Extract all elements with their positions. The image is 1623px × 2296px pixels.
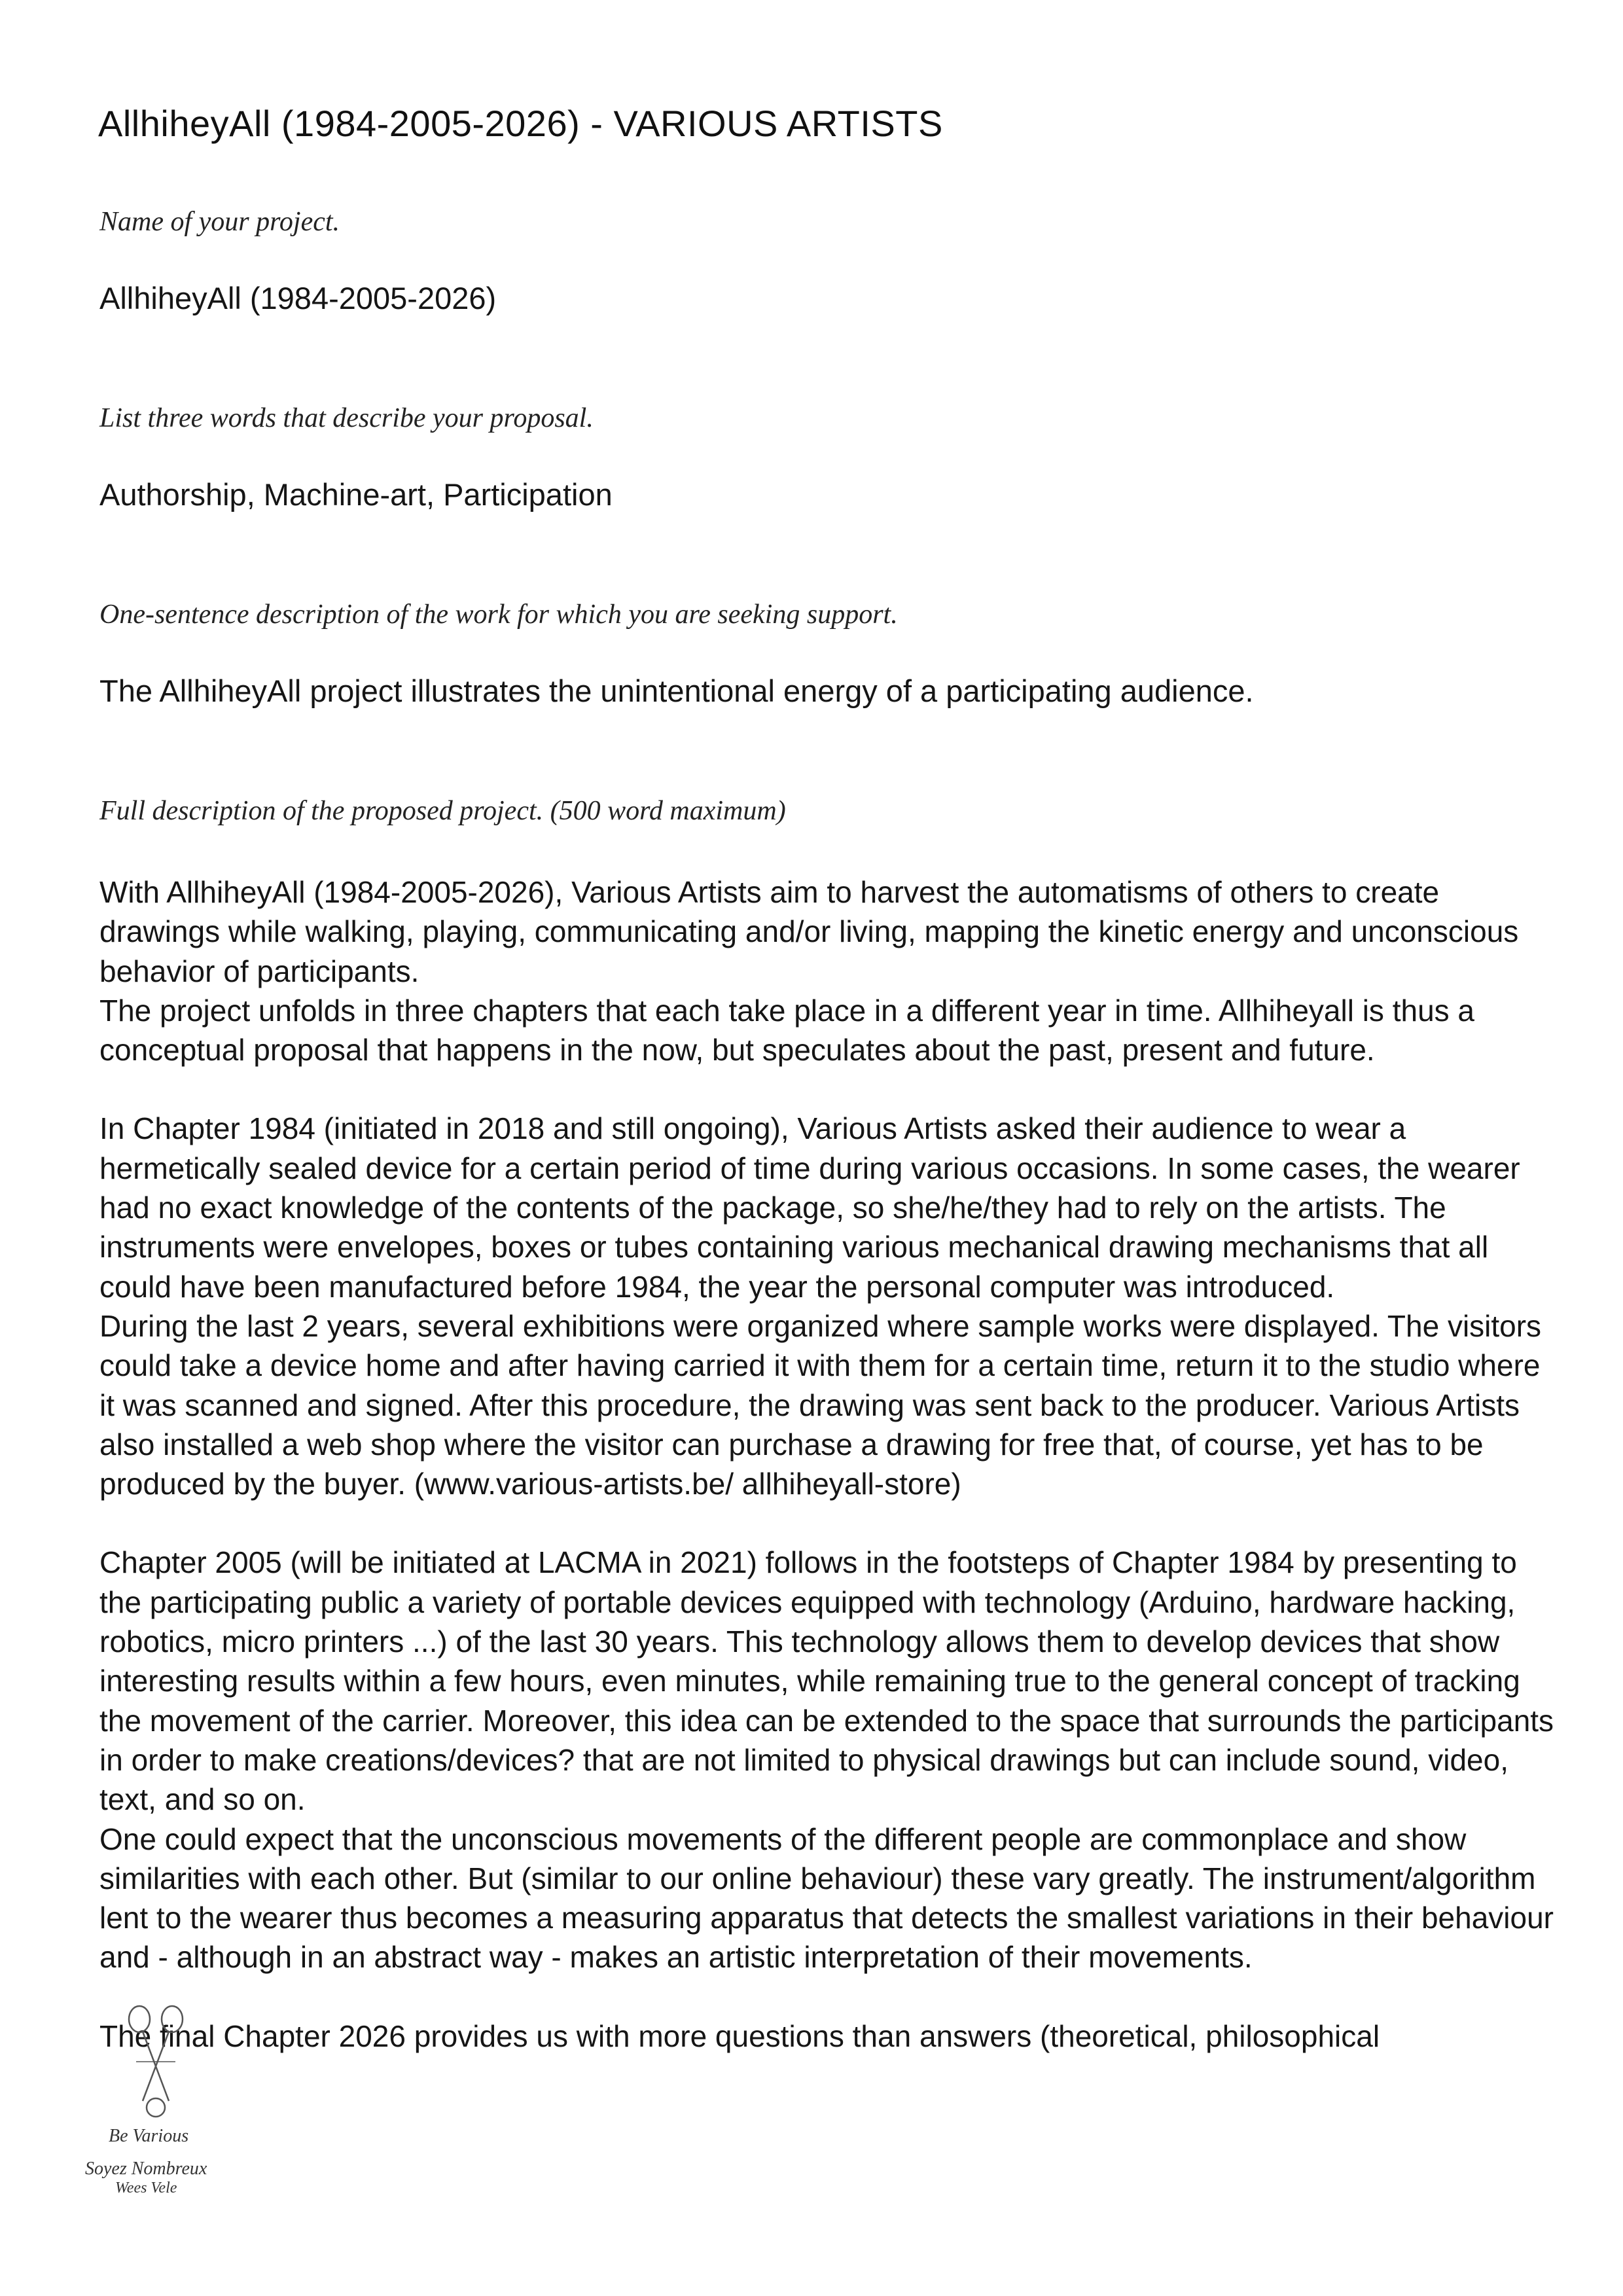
paragraph: The project unfolds in three chapters that each take place in a different year in time. Allhiheyall is thus a conceptual proposal that happens in the now, but speculates about the past, present and future. [99,993,1475,1067]
paragraph: One could expect that the unconscious movements of the different people are commonplace and show similarities with each other. But (similar to our online behaviour) these vary greatly. The instrument/algorithm lent to the wearer thus becomes a measuring apparatus that detects the smallest variations in their behaviour and - although in an abstract way - makes an artistic interpretation of their movements. [99,1821,1554,1975]
question-project-name: Name of your project. [99,207,340,237]
question-full-description: Full description of the proposed project. (500 word maximum) [99,796,786,826]
question-one-sentence: One-sentence description of the work for which you are seeking support. [99,600,898,630]
paragraph: In Chapter 1984 (initiated in 2018 and still ongoing), Various Artists asked their audience to wear a hermetically sealed device for a certain period of time during various occasions. In some cases, the wearer had no exact knowledge of the contents of the package, so she/he/they had to rely on the artists. The instruments were envelopes, boxes or tubes containing various mechanical drawing mechanisms that all could have been manufactured before 1984, the year the personal computer was introduced. [99,1111,1520,1304]
question-three-words: List three words that describe your proposal. [99,403,594,433]
answer-one-sentence: The AllhiheyAll project illustrates the unintentional energy of a participating audience. [99,673,1254,708]
full-description-body [99,872,1559,2056]
paragraph: The final Chapter 2026 provides us with more questions than answers (theoretical, philosophical [99,2018,1380,2053]
various-artists-logo [77,2003,234,2225]
paragraph: Chapter 2005 (will be initiated at LACMA in 2021) follows in the footsteps of Chapter 1984 by presenting to the participating public a variety of portable devices equipped with technology (Arduino, hardware hacking, robotics, micro printers ...) of the last 30 years. This technology allows them to develop devices that show interesting results within a few hours, even minutes, while remaining true to the general concept of tracking the movement of the carrier. Moreover, this idea can be extended to the space that surrounds the participants in order to make creations/devices? that are not limited to physical drawings but can include sound, video, text, and so on. [99,1545,1554,1817]
paragraph: With AllhiheyAll (1984-2005-2026), Various Artists aim to harvest the automatisms of others to create drawings while walking, playing, communicating and/or living, mapping the kinetic energy and unconscious behavior of participants. [99,875,1519,988]
logo-text-wees-vele: Wees Vele [115,2179,177,2197]
answer-project-name: AllhiheyAll (1984-2005-2026) [99,281,497,315]
scissors-icon [116,2003,195,2121]
answer-three-words: Authorship, Machine-art, Participation [99,477,613,512]
logo-text-soyez-nombreux: Soyez Nombreux [85,2159,207,2179]
logo-text-be-various: Be Various [109,2126,189,2146]
paragraph: During the last 2 years, several exhibitions were organized where sample works were displayed. The visitors could take a device home and after having carried it with them for a certain time, return it to the studio where it was scanned and signed. After this procedure, the drawing was sent back to the producer. Various Artists also installed a web shop where the visitor can purchase a drawing for free that, of course, yet has to be produced by the buyer. (www.various-artists.be/ allhiheyall-store) [99,1308,1542,1501]
document-title: AllhiheyAll (1984-2005-2026) - VARIOUS ARTISTS [98,103,943,144]
